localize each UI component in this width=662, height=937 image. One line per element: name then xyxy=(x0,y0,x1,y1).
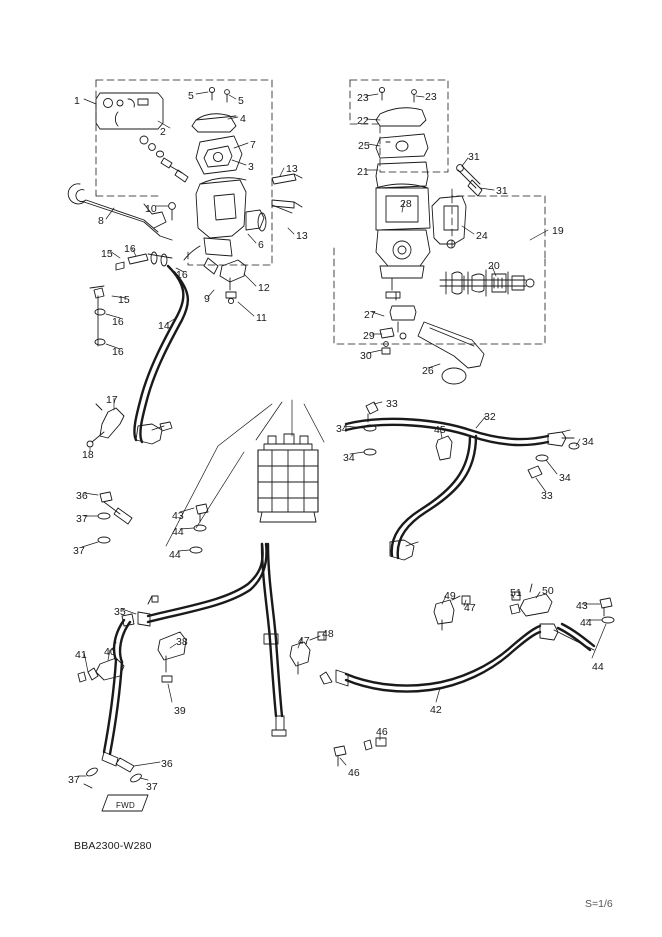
callout-number: 12 xyxy=(258,282,270,294)
callout-number: 34 xyxy=(336,423,348,435)
callout-number: 50 xyxy=(542,585,554,597)
callout-number: 28 xyxy=(400,198,412,210)
callout-number: 10 xyxy=(145,203,157,215)
callout-number: 19 xyxy=(552,225,564,237)
callout-number: 43 xyxy=(172,510,184,522)
callout-number: 27 xyxy=(364,309,376,321)
callout-number: 37 xyxy=(146,781,158,793)
callout-number: 44 xyxy=(592,661,604,673)
callout-number: 34 xyxy=(343,452,355,464)
sheet-scale-label: S=1/6 xyxy=(585,898,613,910)
fwd-direction-label: FWD xyxy=(116,801,136,810)
callout-number: 39 xyxy=(174,705,186,717)
callout-number: 13 xyxy=(286,163,298,175)
callout-number: 20 xyxy=(488,260,500,272)
callout-number: 44 xyxy=(172,526,184,538)
callout-number: 26 xyxy=(422,365,434,377)
callout-number: 36 xyxy=(161,758,173,770)
callout-number: 16 xyxy=(112,346,124,358)
callout-number: 22 xyxy=(357,115,369,127)
callout-number: 23 xyxy=(425,91,437,103)
callout-number: 17 xyxy=(106,394,118,406)
callout-number: 7 xyxy=(250,139,256,151)
callout-number: 34 xyxy=(559,472,571,484)
callout-number: 44 xyxy=(580,617,592,629)
callout-number: 23 xyxy=(357,92,369,104)
callout-number: 42 xyxy=(430,704,442,716)
callout-number: 24 xyxy=(476,230,488,242)
callout-number: 38 xyxy=(176,636,188,648)
callout-number: 21 xyxy=(357,166,369,178)
part-code-label: BBA2300-W280 xyxy=(74,840,152,852)
callout-number: 8 xyxy=(98,215,104,227)
callout-number: 46 xyxy=(376,726,388,738)
callout-number: 48 xyxy=(322,628,334,640)
callout-number: 40 xyxy=(104,646,116,658)
callout-number: 18 xyxy=(82,449,94,461)
callout-number: 32 xyxy=(484,411,496,423)
callout-number: 51 xyxy=(510,587,522,599)
callout-number: 41 xyxy=(75,649,87,661)
callout-number: 36 xyxy=(76,490,88,502)
callout-number: 2 xyxy=(160,126,166,138)
callout-number: 31 xyxy=(468,151,480,163)
callout-number: 30 xyxy=(360,350,372,362)
callout-number: 29 xyxy=(363,330,375,342)
callout-number: 1 xyxy=(74,95,80,107)
callout-number: 9 xyxy=(204,293,210,305)
callout-number: 11 xyxy=(256,312,267,324)
callout-number: 5 xyxy=(188,90,194,102)
callout-number: 15 xyxy=(101,248,113,260)
callout-number: 37 xyxy=(76,513,88,525)
callout-number: 16 xyxy=(124,243,136,255)
callout-number: 15 xyxy=(118,294,130,306)
callout-number: 46 xyxy=(348,767,360,779)
callout-number: 16 xyxy=(112,316,124,328)
callout-number: 33 xyxy=(386,398,398,410)
callout-number: 3 xyxy=(248,161,254,173)
callout-number: 34 xyxy=(582,436,594,448)
callout-number: 45 xyxy=(434,424,446,436)
callout-number: 47 xyxy=(298,635,310,647)
callout-number: 31 xyxy=(496,185,508,197)
callout-number: 4 xyxy=(240,113,246,125)
callout-number: 37 xyxy=(68,774,80,786)
callout-number: 14 xyxy=(158,320,170,332)
callout-number: 25 xyxy=(358,140,370,152)
callout-number: 35 xyxy=(114,606,126,618)
callout-number: 49 xyxy=(444,590,456,602)
callout-number: 13 xyxy=(296,230,308,242)
callout-number: 44 xyxy=(169,549,181,561)
callout-number: 43 xyxy=(576,600,588,612)
callout-number: 16 xyxy=(176,269,188,281)
callout-number: 37 xyxy=(73,545,85,557)
callout-number: 47 xyxy=(464,602,476,614)
callout-number: 5 xyxy=(238,95,244,107)
callout-number: 6 xyxy=(258,239,264,251)
callout-number: 33 xyxy=(541,490,553,502)
